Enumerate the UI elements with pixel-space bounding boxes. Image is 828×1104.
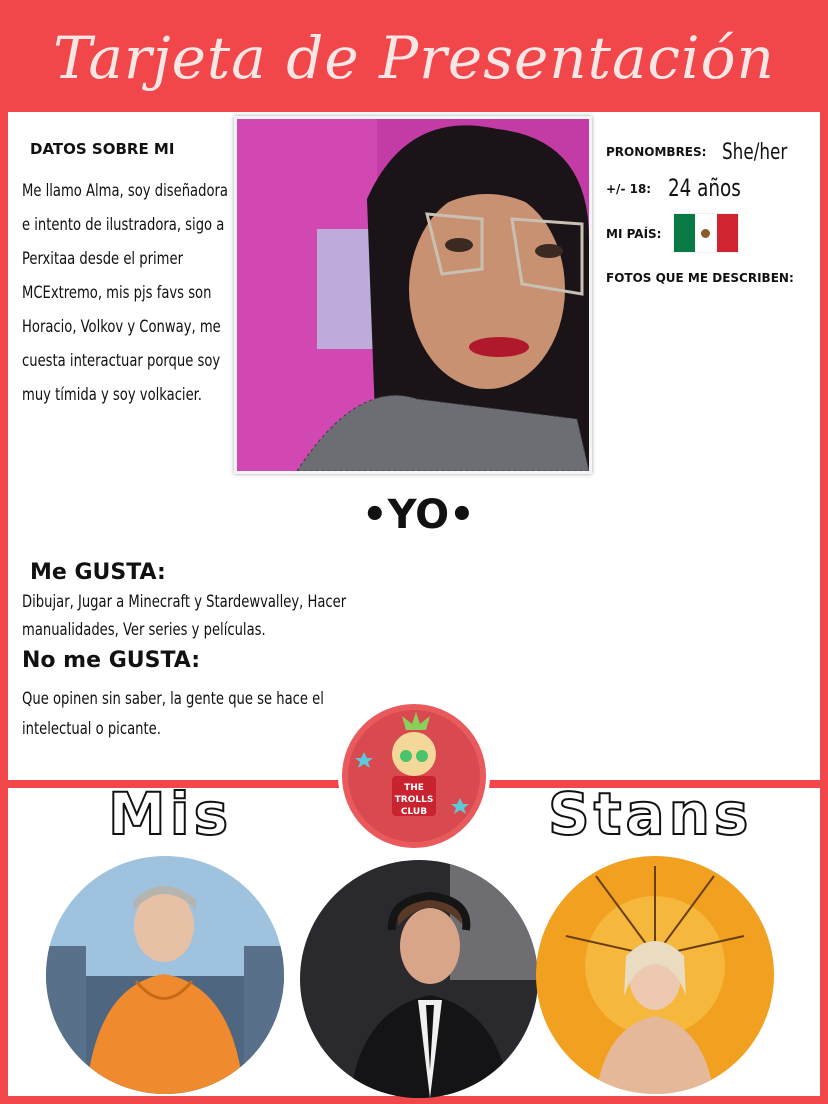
stans-title-word1: Mis	[108, 780, 233, 848]
dislikes-heading: No me GUSTA:	[22, 648, 200, 673]
dislikes-text: Que opinen sin saber, la gente que se hace el intelectual o picante.	[22, 689, 324, 739]
profile-photo	[234, 116, 592, 474]
svg-text:CLUB: CLUB	[400, 807, 428, 817]
mexico-flag-icon	[674, 214, 738, 252]
age-label: +/- 18:	[606, 182, 652, 196]
svg-text:TROLLS: TROLLS	[394, 795, 434, 805]
stans-title-word2: Stans	[548, 780, 753, 848]
about-heading: DATOS SOBRE MI	[30, 140, 175, 158]
trolls-club-badge	[340, 702, 488, 850]
stan-2-illustration	[300, 860, 538, 1098]
pronouns-label: PRONOMBRES:	[606, 145, 707, 159]
photo-caption: •YO•	[362, 492, 475, 538]
photos-label: FOTOS QUE ME DESCRIBEN:	[606, 271, 794, 285]
stan-photo-3	[536, 856, 774, 1094]
about-text: Me llamo Alma, soy diseñadora e intento de ilustradora, sigo a Perxitaa desde el primer MCExtremo, mis pjs favs son Horacio, Volkov y Conway, me cuesta interactuar porque soy muy tímida y soy volkacier.	[22, 181, 228, 405]
likes-text: Dibujar, Jugar a Minecraft y Stardewvalley, Hacer manualidades, Ver series y películas.	[22, 592, 347, 640]
country-label: MI PAÍS:	[606, 227, 662, 241]
likes-heading: Me GUSTA:	[30, 560, 166, 585]
svg-text:THE: THE	[404, 783, 424, 793]
stan-photo-2	[300, 860, 538, 1098]
stan-3-illustration	[536, 856, 774, 1094]
stan-1-illustration	[46, 856, 284, 1094]
pronouns-value: She/her	[722, 140, 788, 165]
age-value: 24 años	[668, 174, 741, 202]
stan-photo-1	[46, 856, 284, 1094]
portrait-illustration	[237, 119, 589, 471]
trolls-club-logo	[340, 702, 488, 850]
page-title: Tarjeta de Presentación	[53, 24, 775, 92]
